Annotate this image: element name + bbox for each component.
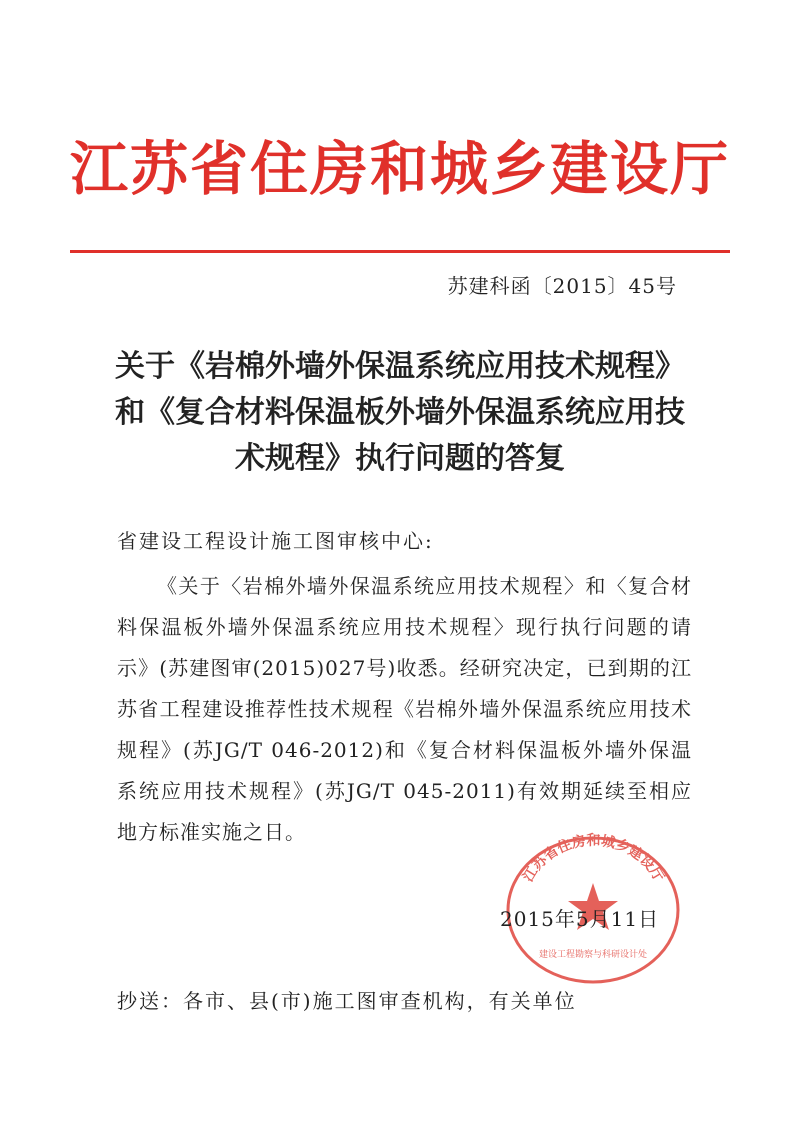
document-title-line: 术规程》执行问题的答复 [235,441,565,476]
header-divider [70,250,730,253]
document-title-line: 关于《岩棉外墙外保温系统应用技术规程》 [115,349,685,384]
cc-line: 抄送：各市、县(市)施工图审查机构，有关单位 [117,989,577,1013]
seal-outer-text: 江苏省住房和城乡建设厅 [520,833,667,885]
body-paragraph: 《关于〈岩棉外墙外保温系统应用技术规程〉和〈复合材料保温板外墙外保温系统应用技术规程〉现行执行问题的请示》(苏建图审(2015)027号)收悉。经研究决定，已到期的江苏省工程建设推荐性技术规程《岩棉外墙外保温系统应用技术规程》(苏JG/T 046-2012)和《复合材料保温板外墙外保温系统应用技术规程》(苏JG/T 045-2011)有效期延续至相应地方标准实施之日。 [117,574,692,844]
document-title [90,344,710,482]
document-number: 苏建科函〔2015〕45号 [447,274,677,298]
svg-text:江苏省住房和城乡建设厅 [520,832,667,886]
signature-date: 2015年5月11日 [500,907,660,931]
seal-inner-text: 建设工程勘察与科研设计处 [538,950,648,960]
issuer-title: 江苏省住房和城乡建设厅 [70,135,731,203]
recipient-line: 省建设工程设计施工图审核中心: [117,529,434,553]
document-title-line: 和《复合材料保温板外墙外保温系统应用技 [115,395,685,430]
